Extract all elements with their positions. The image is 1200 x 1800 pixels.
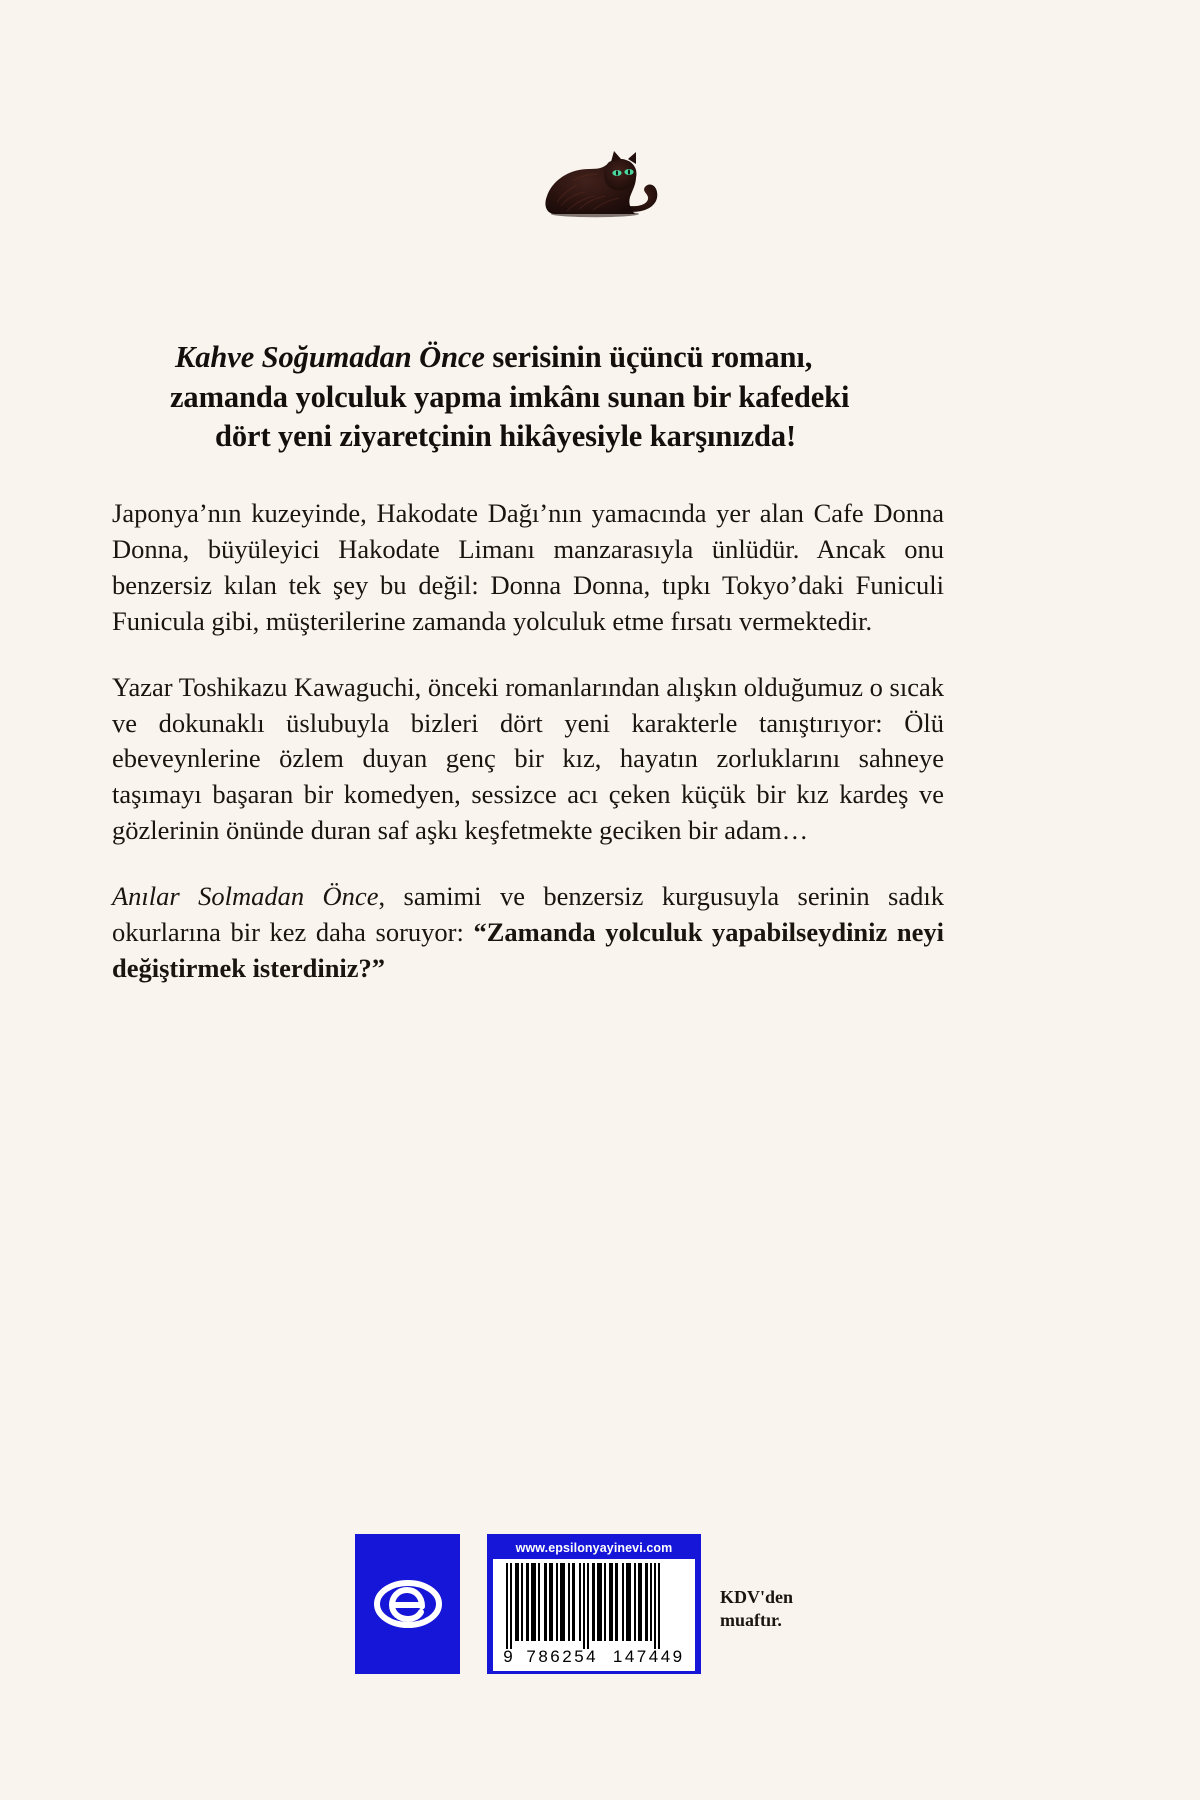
isbn-lead-digit: 9 (503, 1647, 513, 1666)
paragraph-3 (112, 879, 944, 987)
barcode-graphic (493, 1559, 695, 1671)
headline-blurb (170, 338, 1035, 457)
blurb-body (112, 496, 944, 987)
epsilon-e-logo-icon (373, 1578, 443, 1630)
isbn-left-group: 786254 (526, 1647, 599, 1666)
headline-line-1-rest: serisinin üçüncü romanı, (484, 340, 813, 374)
publisher-website: www.epsilonyayinevi.com (515, 1541, 673, 1555)
cat-illustration-container (0, 140, 1200, 250)
tax-note-line-1: KDV'den (720, 1587, 794, 1607)
book-title-italic: Anılar Solmadan Önce (112, 881, 379, 912)
publisher-logo-box (355, 1534, 460, 1674)
isbn-right-group: 147449 (612, 1647, 685, 1666)
headline-line-3: dört yeni ziyaretçinin hikâyesiyle karşınızda! (215, 419, 797, 454)
paragraph-3-middle: , samimi ve benzersiz kurgusuyla serinin sadık okurlarına bir kez daha soruyor: (112, 881, 944, 948)
tax-note (720, 1586, 870, 1633)
series-title-italic: Kahve Soğumadan Önce (175, 340, 485, 374)
barcode-box (487, 1534, 701, 1674)
isbn-digits (497, 1646, 692, 1668)
paragraph-2: Yazar Toshikazu Kawaguchi, önceki romanlarından alışkın olduğumuz o sıcak ve dokunaklı üslubuyla bizleri dört yeni karakterle tanıştırıyor: Ölü ebeveynlerine özlem duyan genç bir kız, hayatın zorluklarını sahneye taşımayı başaran bir komedyen, sessizce acı çeken küçük bir kız kardeş ve gözlerinin önünde duran saf aşkı keşfetmekte geciken bir adam… (112, 671, 944, 846)
paragraph-1: Japonya’nın kuzeyinde, Hakodate Dağı’nın yamacında yer alan Cafe Donna Donna, büyüleyici Hakodate Limanı manzarasıyla ünlüdür. Ancak onu benzersiz kılan tek şey bu değil: Donna Donna, tıpkı Tokyo’daki Funiculi Funicula gibi, müşterilerine zamanda yolculuk etme fırsatı vermektedir. (112, 498, 944, 636)
headline-line-1 (175, 338, 1035, 378)
cover-footer (355, 1534, 875, 1674)
curled-cat-icon (535, 140, 665, 235)
barcode-bars (506, 1563, 688, 1649)
closing-question-quote: “Zamanda yolculuk yapabilseydiniz neyi değiştirmek isterdiniz?” (112, 917, 944, 983)
headline-line-2: zamanda yolculuk yapma imkânı sunan bir kafedeki (170, 379, 850, 414)
tax-note-line-2: muaftır. (720, 1610, 782, 1631)
